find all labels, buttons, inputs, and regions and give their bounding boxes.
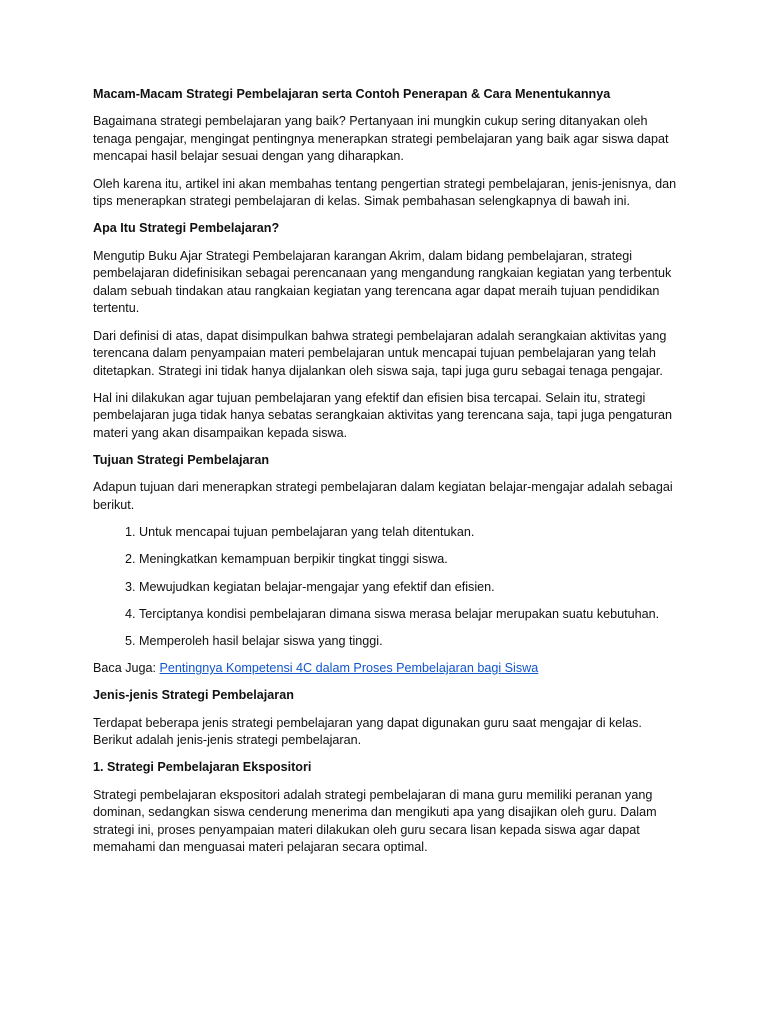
document-page [93,86,677,866]
list-item: 4. Terciptanya kondisi pembelajaran dimana siswa merasa belajar merupakan suatu kebutuhan. [139,606,677,624]
baca-juga-link[interactable]: Pentingnya Kompetensi 4C dalam Proses Pembelajaran bagi Siswa [159,661,539,676]
baca-juga-label: Baca Juga: [93,661,160,676]
baca-juga-line [93,660,677,678]
section-heading-expository: 1. Strategi Pembelajaran Ekspositori [93,760,312,775]
list-item: 1. Untuk mencapai tujuan pembelajaran yang telah ditentukan. [139,524,677,542]
what-is-paragraph-3: Hal ini dilakukan agar tujuan pembelajaran yang efektif dan efisien bisa tercapai. Selain itu, strategi pembelajaran juga tidak hanya sebatas serangkaian aktivitas yang terencana saja, tapi juga pengaturan materi yang akan disampaikan kepada siswa. [93,390,673,441]
goals-intro-paragraph: Adapun tujuan dari menerapkan strategi pembelajaran dalam kegiatan belajar-mengajar adalah sebagai berikut. [93,480,673,513]
types-intro-paragraph: Terdapat beberapa jenis strategi pembelajaran yang dapat digunakan guru saat mengajar di kelas. Berikut adalah jenis-jenis strategi pembelajaran. [93,715,642,748]
goals-list [93,524,677,650]
section-heading-what-is: Apa Itu Strategi Pembelajaran? [93,221,280,236]
list-item: 3. Mewujudkan kegiatan belajar-mengajar yang efektif dan efisien. [139,579,677,597]
intro-paragraph-2: Oleh karena itu, artikel ini akan membahas tentang pengertian strategi pembelajaran, jenis-jenisnya, dan tips menerapkan strategi pembelajaran di kelas. Simak pembahasan selengkapnya di bawah ini. [93,176,677,209]
document-title: Macam-Macam Strategi Pembelajaran serta Contoh Penerapan & Cara Menentukannya [93,87,611,101]
what-is-paragraph-2: Dari definisi di atas, dapat disimpulkan bahwa strategi pembelajaran adalah serangkaian aktivitas yang terencana dalam penyampaian materi pembelajaran untuk mencapai tujuan pembelajaran yang telah ditetapkan. Strategi ini tidak hanya dijalankan oleh siswa saja, tapi juga guru sebagai tenaga pengajar. [93,328,667,378]
section-heading-types: Jenis-jenis Strategi Pembelajaran [93,688,294,703]
list-item: 5. Memperoleh hasil belajar siswa yang tinggi. [139,633,677,651]
list-item: 2. Meningkatkan kemampuan berpikir tingkat tinggi siswa. [139,551,677,569]
section-heading-goals: Tujuan Strategi Pembelajaran [93,453,270,468]
expository-paragraph: Strategi pembelajaran ekspositori adalah strategi pembelajaran di mana guru memiliki peranan yang dominan, sedangkan siswa cenderung menerima dan mengikuti apa yang disajikan oleh guru. Dalam strategi ini, proses penyampaian materi dilakukan oleh guru secara lisan kepada siswa agar dapat memahami dan menguasai materi pelajaran secara optimal. [93,787,657,855]
intro-paragraph-1: Bagaimana strategi pembelajaran yang baik? Pertanyaan ini mungkin cukup sering ditanyakan oleh tenaga pengajar, mengingat pentingnya menerapkan strategi pembelajaran yang baik agar siswa dapat mencapai hasil belajar sesuai dengan yang diharapkan. [93,114,669,164]
what-is-paragraph-1: Mengutip Buku Ajar Strategi Pembelajaran karangan Akrim, dalam bidang pembelajaran, strategi pembelajaran didefinisikan sebagai perencanaan yang mengandung rangkaian kegiatan yang terbentuk dalam sebuah tindakan atau rangkaian kegiatan yang terencana agar dapat meraih tujuan pendidikan tertentu. [93,248,672,316]
